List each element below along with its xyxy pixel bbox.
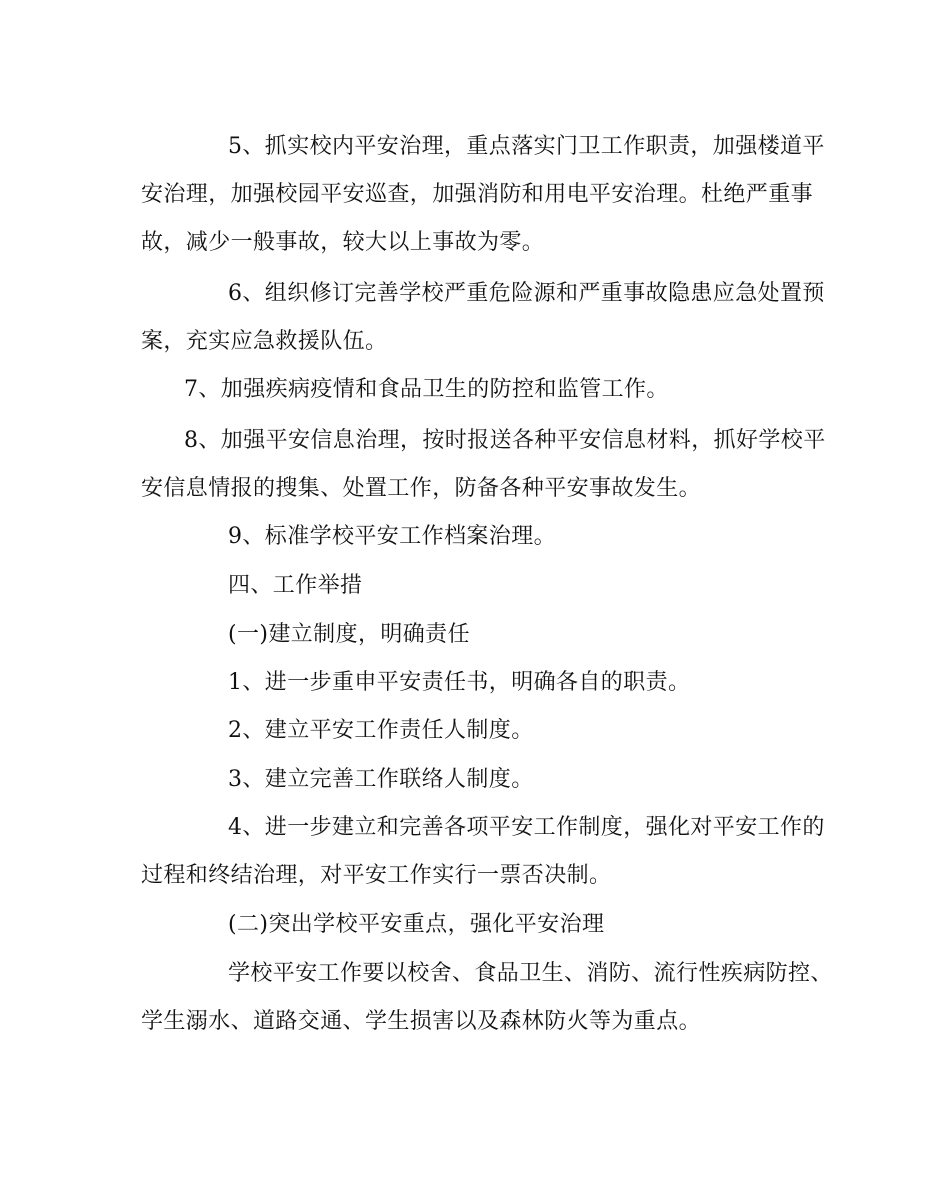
paragraph-5-line-1: 5、抓实校内平安治理，重点落实门卫工作职责，加强楼道平 [228,134,825,159]
item-4-line-1: 4、进一步建立和完善各项平安工作制度，强化对平安工作的 [228,815,825,840]
paragraph-6-line-2: 案，充实应急救援队伍。 [141,329,388,354]
item-2: 2、建立平安工作责任人制度。 [228,718,534,743]
section-heading-4: 四、工作举措 [228,573,363,598]
paragraph-7: 7、加强疾病疫情和食品卫生的防控和监管工作。 [184,377,669,402]
subsection-heading-2: (二)突出学校平安重点，强化平安治理 [228,912,605,937]
paragraph-8-line-1: 8、加强平安信息治理，按时报送各种平安信息材料，抓好学校平 [184,428,826,453]
item-3: 3、建立完善工作联络人制度。 [228,767,534,792]
item-4-line-2: 过程和终结治理，对平安工作实行一票否决制。 [141,863,612,888]
paragraph-5-line-2: 安治理，加强校园平安巡查，加强消防和用电平安治理。杜绝严重事 [141,182,814,207]
subsection-heading-1: (一)建立制度，明确责任 [228,622,470,647]
paragraph-6-line-1: 6、组织修订完善学校严重危险源和严重事故隐患应急处置预 [228,281,825,306]
item-1: 1、进一步重申平安责任书，明确各自的职责。 [228,670,691,695]
paragraph-9: 9、标准学校平安工作档案治理。 [228,524,556,549]
paragraph-8-line-2: 安信息情报的搜集、处置工作，防备各种平安事故发生。 [141,476,702,501]
paragraph-focus-line-1: 学校平安工作要以校舍、食品卫生、消防、流行性疾病防控、 [228,961,833,986]
paragraph-focus-line-2: 学生溺水、道路交通、学生损害以及森林防火等为重点。 [141,1009,702,1034]
paragraph-5-line-3: 故，减少一般事故，较大以上事故为零。 [141,230,545,255]
